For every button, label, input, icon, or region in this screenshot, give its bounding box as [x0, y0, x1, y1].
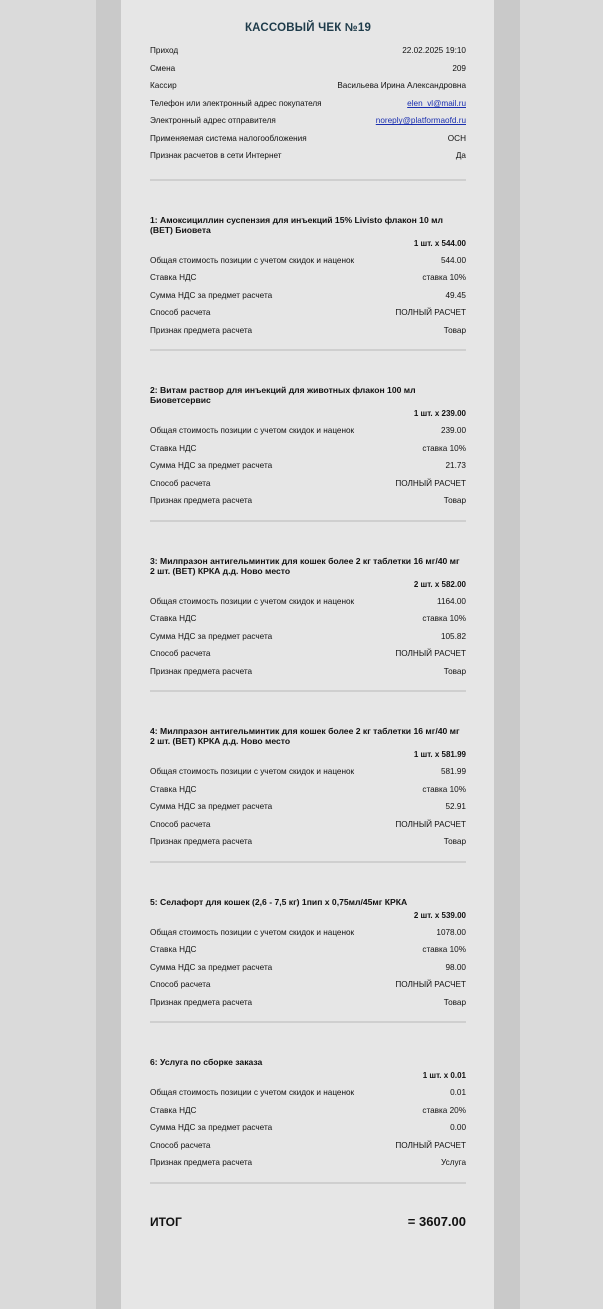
- info-row: [150, 422, 466, 440]
- info-row: [150, 1102, 466, 1120]
- row-label: Признак предмета расчета: [150, 496, 253, 506]
- row-value: ставка 20%: [422, 1105, 466, 1115]
- info-row: [150, 593, 466, 611]
- row-label: Общая стоимость позиции с учетом скидок и наценок: [150, 255, 355, 265]
- row-value: 22.02.2025 19:10: [402, 46, 466, 56]
- info-row: [150, 130, 466, 148]
- item-title: 5: Селафорт для кошек (2,6 - 7,5 кг) 1пип х 0,75мл/45мг КРКА: [150, 896, 408, 907]
- row-label: Признак предмета расчета: [150, 997, 253, 1007]
- row-label: Электронный адрес отправителя: [150, 116, 276, 126]
- info-row: [150, 781, 466, 799]
- row-value: Васильева Ирина Александровна: [337, 81, 466, 91]
- divider: [150, 1182, 466, 1184]
- receipt-total: [150, 1214, 466, 1229]
- info-row: [150, 645, 466, 663]
- row-label: Телефон или электронный адрес покупателя: [150, 98, 322, 108]
- row-label: Признак предмета расчета: [150, 1158, 253, 1168]
- info-row: [150, 440, 466, 458]
- email-link[interactable]: noreply@platformaofd.ru: [375, 116, 466, 126]
- info-row: [150, 798, 466, 816]
- row-label: Ставка НДС: [150, 784, 197, 794]
- row-value: Товар: [443, 666, 466, 676]
- item-quantity: 2 шт. x 539.00: [413, 910, 466, 920]
- info-row: [150, 269, 466, 287]
- row-value: 49.45: [445, 290, 466, 300]
- info-row: [150, 287, 466, 305]
- row-value: ПОЛНЫЙ РАСЧЕТ: [395, 478, 466, 488]
- row-label: Ставка НДС: [150, 614, 197, 624]
- row-label: Сумма НДС за предмет расчета: [150, 962, 273, 972]
- row-label: Способ расчета: [150, 980, 211, 990]
- row-value: ставка 10%: [422, 784, 466, 794]
- info-row: [150, 1084, 466, 1102]
- row-value: 544.00: [440, 255, 466, 265]
- row-value: ПОЛНЫЙ РАСЧЕТ: [395, 819, 466, 829]
- row-value: Товар: [443, 997, 466, 1007]
- info-row: [150, 924, 466, 942]
- info-row: [150, 1119, 466, 1137]
- row-value: ПОЛНЫЙ РАСЧЕТ: [395, 649, 466, 659]
- row-value: Услуга: [441, 1158, 466, 1168]
- info-row: [150, 816, 466, 834]
- row-label: Ставка НДС: [150, 443, 197, 453]
- row-value: 98.00: [445, 962, 466, 972]
- item-title: 4: Милпразон антигельминтик для кошек более 2 кг таблетки 16 мг/40 мг 2 шт. (ВЕТ) КРКА д.д. Ново место: [150, 726, 460, 746]
- row-label: Признак предмета расчета: [150, 837, 253, 847]
- receipt: [121, 0, 494, 1309]
- row-label: Смена: [150, 63, 176, 73]
- row-value: Товар: [443, 325, 466, 335]
- item-quantity: 1 шт. x 239.00: [413, 409, 466, 418]
- row-label: Способ расчета: [150, 1140, 211, 1150]
- row-value: ставка 10%: [422, 945, 466, 955]
- row-value: ставка 10%: [422, 614, 466, 624]
- email-link[interactable]: elen_vl@mail.ru: [407, 98, 466, 108]
- info-row: [150, 304, 466, 322]
- row-value: ПОЛНЫЙ РАСЧЕТ: [395, 1140, 466, 1150]
- info-row: [150, 322, 466, 340]
- row-label: Сумма НДС за предмет расчета: [150, 461, 273, 471]
- receipt-item: [150, 181, 466, 352]
- receipt-item: [150, 1023, 466, 1184]
- row-value: Товар: [443, 837, 466, 847]
- row-label: Признак расчетов в сети Интернет: [150, 151, 282, 161]
- info-row: [150, 994, 466, 1012]
- info-row: [150, 610, 466, 628]
- row-label: Признак предмета расчета: [150, 325, 253, 335]
- info-row: [150, 1137, 466, 1155]
- info-row: [150, 77, 466, 95]
- total-value: = 3607.00: [407, 1213, 466, 1229]
- row-value: ПОЛНЫЙ РАСЧЕТ: [395, 308, 466, 318]
- info-row: [150, 941, 466, 959]
- info-row: [150, 1154, 466, 1172]
- item-quantity: 1 шт. x 0.01: [422, 1071, 466, 1080]
- row-value: 209: [452, 63, 466, 73]
- row-label: Признак предмета расчета: [150, 666, 253, 676]
- row-label: Сумма НДС за предмет расчета: [150, 290, 273, 300]
- row-label: Общая стоимость позиции с учетом скидок и наценок: [150, 1088, 355, 1098]
- info-row: [150, 663, 466, 681]
- info-row: [150, 763, 466, 781]
- total-label: ИТОГ: [150, 1214, 182, 1229]
- info-row: [150, 112, 466, 130]
- row-value: ПОЛНЫЙ РАСЧЕТ: [395, 980, 466, 990]
- receipt-item: [150, 692, 466, 863]
- row-value: ОСН: [447, 133, 466, 143]
- row-label: Общая стоимость позиции с учетом скидок и наценок: [150, 596, 355, 606]
- info-row: [150, 42, 466, 60]
- row-value: 21.73: [445, 461, 466, 471]
- info-row: [150, 833, 466, 851]
- row-label: Ставка НДС: [150, 273, 197, 283]
- row-label: Способ расчета: [150, 478, 211, 488]
- item-title: 2: Витам раствор для инъекций для животных флакон 100 мл Биоветсервис: [150, 385, 416, 405]
- row-value: ставка 10%: [422, 273, 466, 283]
- item-title: 6: Услуга по сборке заказа: [150, 1057, 263, 1067]
- info-row: [150, 147, 466, 165]
- info-row: [150, 628, 466, 646]
- row-value: 581.99: [440, 767, 466, 777]
- item-quantity: 1 шт. x 581.99: [413, 750, 466, 759]
- row-label: Применяемая система налогообложения: [150, 133, 307, 143]
- row-label: Общая стоимость позиции с учетом скидок и наценок: [150, 426, 355, 436]
- row-value: 0.01: [450, 1088, 466, 1098]
- row-label: Ставка НДС: [150, 1105, 197, 1115]
- info-row: [150, 976, 466, 994]
- receipt-header: [150, 42, 466, 181]
- info-row: [150, 457, 466, 475]
- row-label: Способ расчета: [150, 819, 211, 829]
- info-row: [150, 492, 466, 510]
- row-label: Способ расчета: [150, 308, 211, 318]
- row-label: Сумма НДС за предмет расчета: [150, 802, 273, 812]
- row-label: Способ расчета: [150, 649, 211, 659]
- row-label: Ставка НДС: [150, 945, 197, 955]
- row-value: 0.00: [450, 1123, 466, 1133]
- item-quantity: 2 шт. x 582.00: [413, 579, 466, 589]
- row-label: Общая стоимость позиции с учетом скидок и наценок: [150, 767, 355, 777]
- row-label: Сумма НДС за предмет расчета: [150, 1123, 273, 1133]
- receipt-item: [150, 863, 466, 1024]
- item-quantity: 1 шт. x 544.00: [413, 238, 466, 248]
- info-row: [150, 475, 466, 493]
- info-row: [150, 60, 466, 78]
- row-label: Кассир: [150, 81, 177, 91]
- receipt-item: [150, 351, 466, 522]
- item-title: 1: Амоксициллин суспензия для инъекций 15% Livisto флакон 10 мл (ВЕТ) Биовета: [150, 214, 443, 235]
- row-label: Приход: [150, 46, 179, 56]
- row-label: Сумма НДС за предмет расчета: [150, 631, 273, 641]
- row-value: ставка 10%: [422, 443, 466, 453]
- row-value: 105.82: [440, 631, 466, 641]
- info-row: [150, 959, 466, 977]
- row-value: Товар: [443, 496, 466, 506]
- row-label: Общая стоимость позиции с учетом скидок и наценок: [150, 927, 355, 937]
- row-value: 1164.00: [437, 596, 466, 606]
- row-value: 1078.00: [436, 927, 466, 937]
- item-title: 3: Милпразон антигельминтик для кошек более 2 кг таблетки 16 мг/40 мг 2 шт. (ВЕТ) КРКА д.д. Ново место: [150, 555, 460, 576]
- info-row: [150, 95, 466, 113]
- receipt-item: [150, 522, 466, 693]
- receipt-title: КАССОВЫЙ ЧЕК №19: [244, 22, 372, 34]
- row-value: 239.00: [440, 426, 466, 436]
- row-value: 52.91: [445, 802, 466, 812]
- row-value: Да: [455, 151, 466, 161]
- receipt-items: [150, 181, 466, 1184]
- info-row: [150, 252, 466, 270]
